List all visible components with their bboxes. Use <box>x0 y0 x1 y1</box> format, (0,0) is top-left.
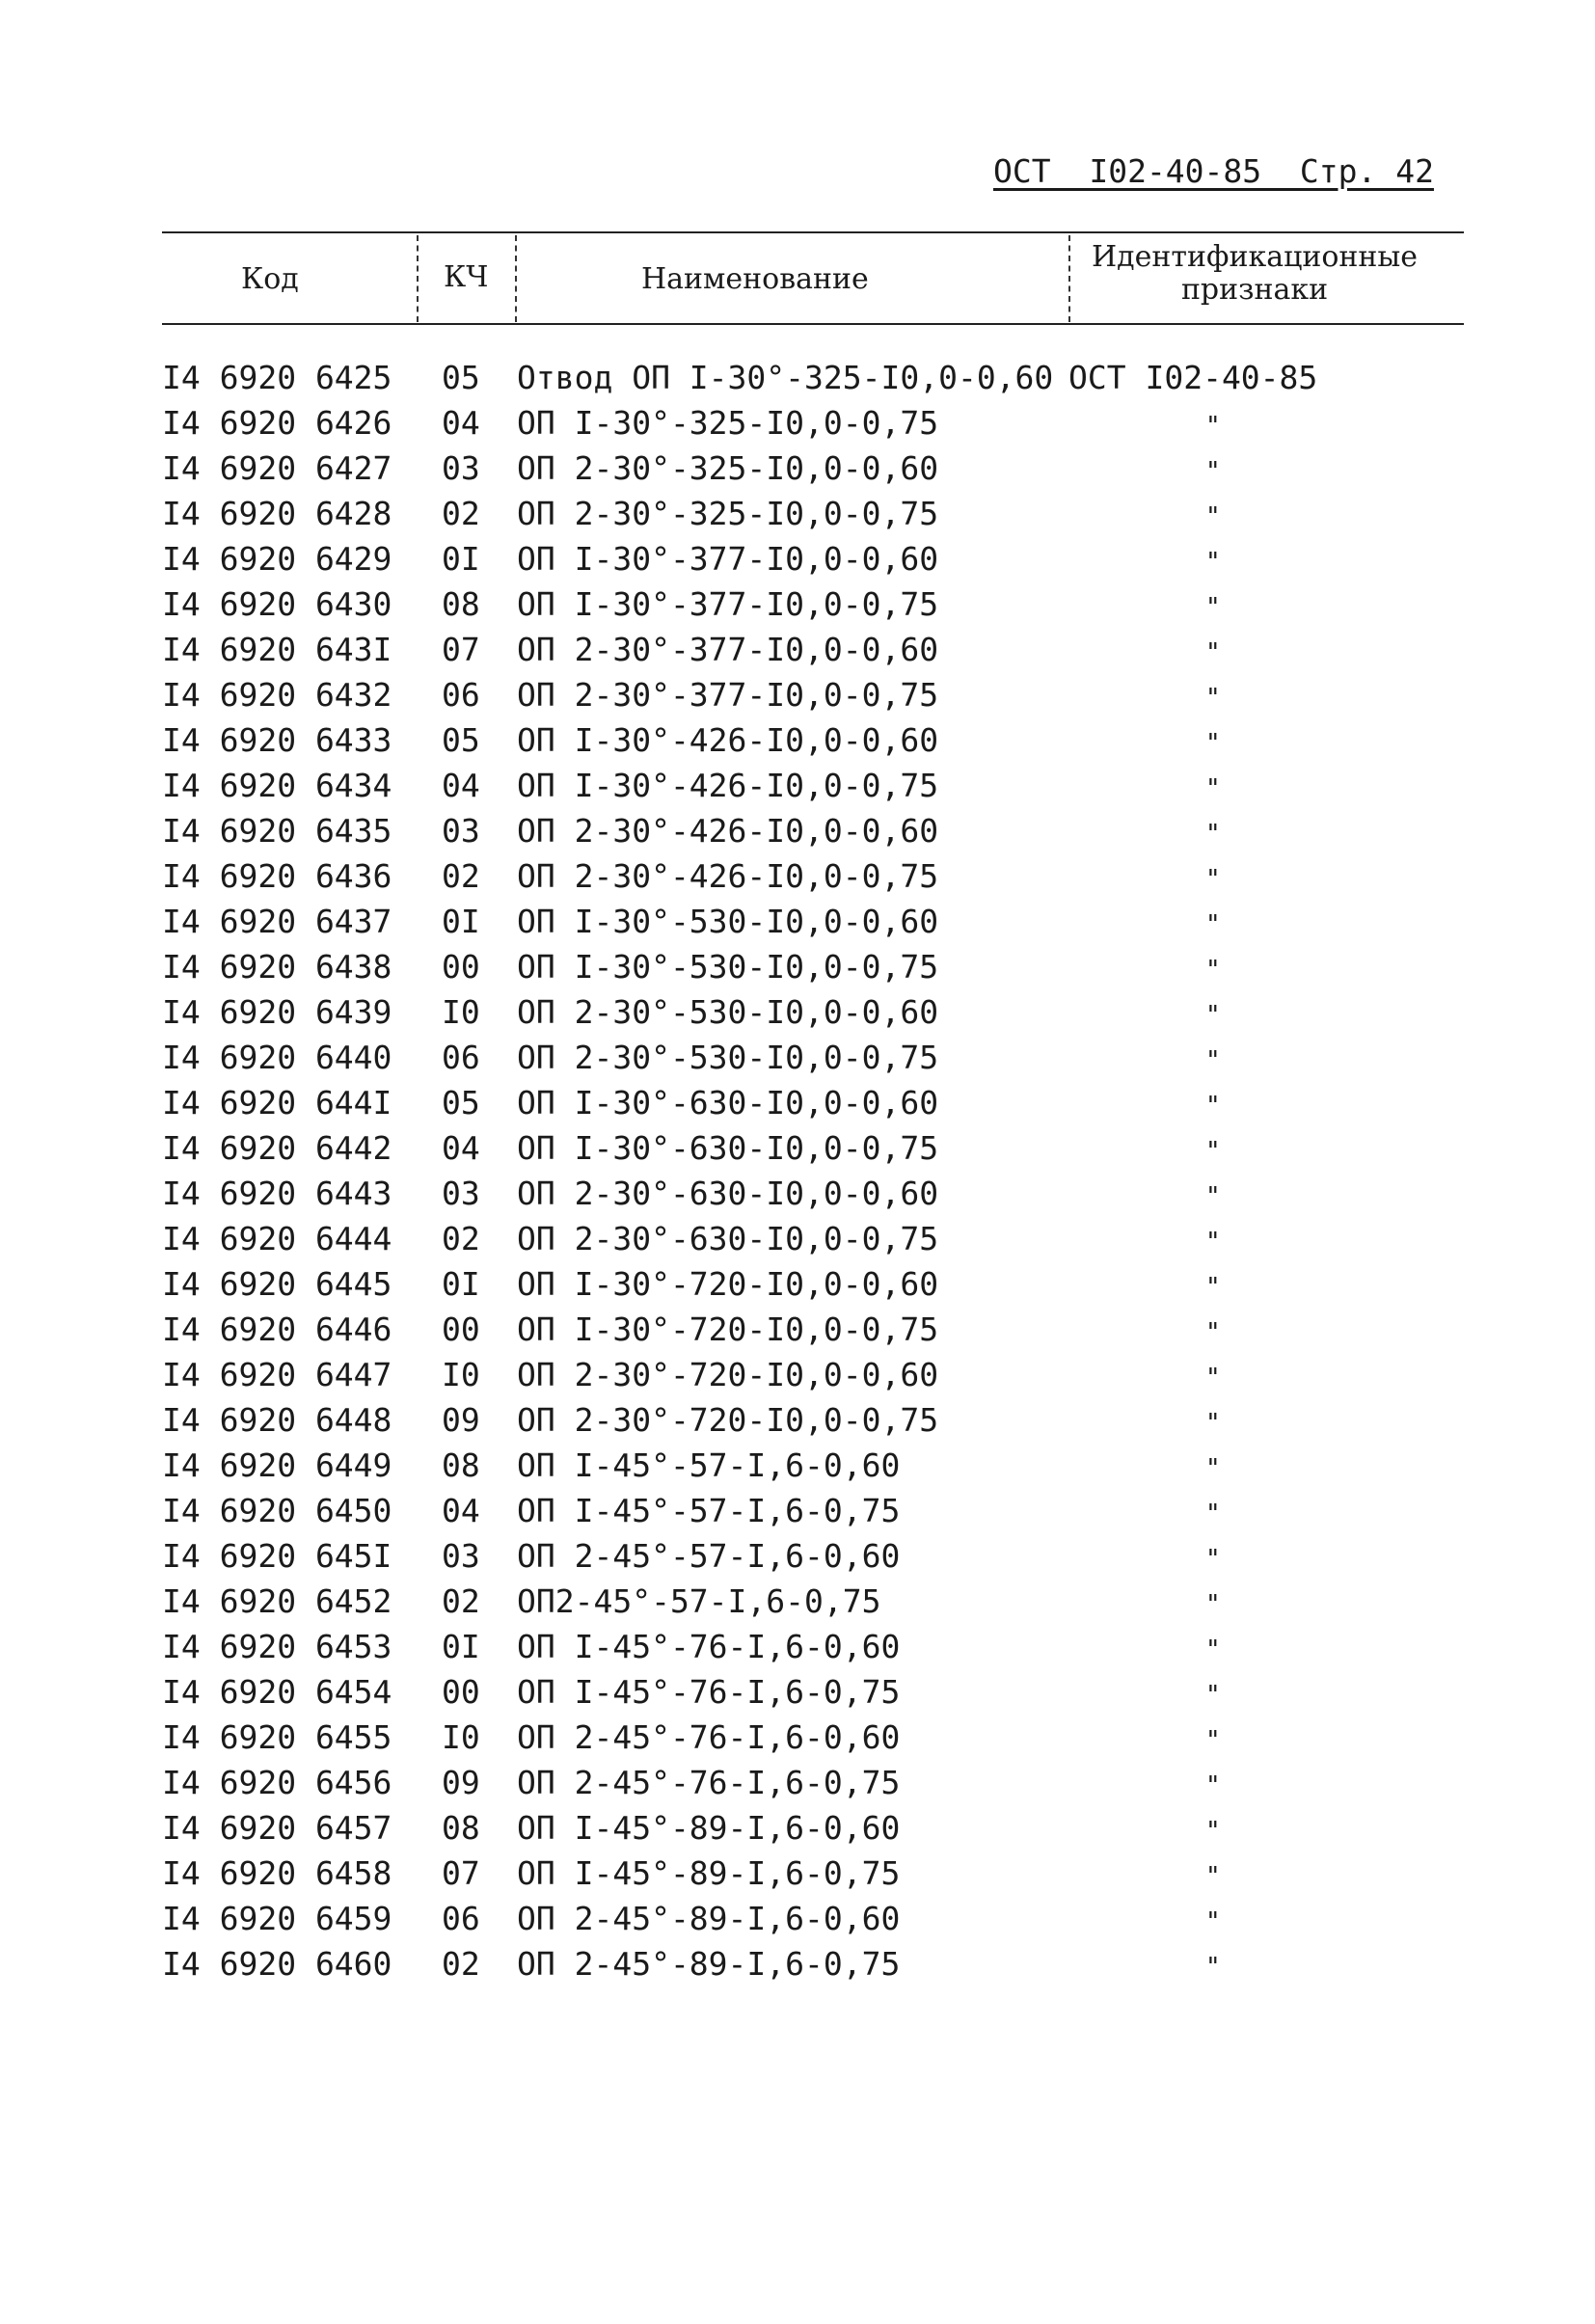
table-header-rule <box>162 323 1464 325</box>
row-name: ОП 2-30°-630-I0,0-0,60 <box>517 1175 939 1212</box>
row-code: I4 6920 6457 <box>162 1809 392 1847</box>
row-name: ОП I-30°-530-I0,0-0,75 <box>517 948 939 986</box>
row-code: I4 6920 6435 <box>162 812 392 850</box>
row-kch: 05 <box>442 1084 480 1121</box>
row-name: ОП 2-30°-325-I0,0-0,75 <box>517 495 939 532</box>
row-kch: 08 <box>442 1809 480 1847</box>
row-ident: " <box>1205 1817 1221 1846</box>
row-code: I4 6920 6436 <box>162 857 392 895</box>
row-name: ОП 2-30°-325-I0,0-0,60 <box>517 449 939 487</box>
row-kch: 07 <box>442 1854 480 1892</box>
row-kch: 07 <box>442 631 480 668</box>
row-kch: 08 <box>442 1446 480 1484</box>
row-name: ОП 2-30°-720-I0,0-0,75 <box>517 1401 939 1439</box>
row-kch: 09 <box>442 1401 480 1439</box>
row-name: ОП I-45°-57-I,6-0,60 <box>517 1446 901 1484</box>
column-header-ident-line1: Идентификационные <box>1092 240 1419 274</box>
row-kch: 0I <box>442 1628 480 1665</box>
row-name: ОП I-30°-720-I0,0-0,60 <box>517 1265 939 1303</box>
row-code: I4 6920 6449 <box>162 1446 392 1484</box>
row-code: I4 6920 6459 <box>162 1900 392 1937</box>
row-ident: " <box>1205 1454 1221 1483</box>
row-code: I4 6920 6439 <box>162 993 392 1031</box>
row-ident: " <box>1205 457 1221 486</box>
row-name: ОП I-45°-76-I,6-0,60 <box>517 1628 901 1665</box>
row-ident: " <box>1205 1726 1221 1755</box>
row-name: ОП 2-30°-630-I0,0-0,75 <box>517 1220 939 1257</box>
row-name: ОП 2-30°-530-I0,0-0,60 <box>517 993 939 1031</box>
row-kch: 03 <box>442 1175 480 1212</box>
row-code: I4 6920 6433 <box>162 721 392 759</box>
row-kch: 04 <box>442 1492 480 1529</box>
row-code: I4 6920 6444 <box>162 1220 392 1257</box>
row-code: I4 6920 6447 <box>162 1356 392 1393</box>
row-code: I4 6920 6440 <box>162 1039 392 1076</box>
row-ident: " <box>1205 1907 1221 1936</box>
row-name: ОП I-45°-89-I,6-0,60 <box>517 1809 901 1847</box>
row-kch: 08 <box>442 585 480 623</box>
row-name: ОП 2-30°-720-I0,0-0,60 <box>517 1356 939 1393</box>
row-name: ОП I-30°-720-I0,0-0,75 <box>517 1311 939 1348</box>
row-kch: 02 <box>442 495 480 532</box>
row-ident: " <box>1205 1092 1221 1121</box>
row-ident: ОСТ I02-40-85 <box>1068 359 1318 396</box>
row-code: I4 6920 6458 <box>162 1854 392 1892</box>
row-kch: 03 <box>442 1537 480 1575</box>
row-ident: " <box>1205 593 1221 622</box>
row-kch: 00 <box>442 1673 480 1711</box>
column-divider <box>515 235 517 322</box>
row-name: Отвод ОП I-30°-325-I0,0-0,60 <box>517 359 1054 396</box>
row-ident: " <box>1205 1953 1221 1982</box>
row-kch: 0I <box>442 903 480 940</box>
row-code: I4 6920 6456 <box>162 1764 392 1801</box>
row-ident: " <box>1205 1409 1221 1438</box>
row-kch: 0I <box>442 1265 480 1303</box>
row-code: I4 6920 6434 <box>162 767 392 804</box>
row-kch: 02 <box>442 1945 480 1983</box>
row-code: I4 6920 6442 <box>162 1129 392 1167</box>
row-name: ОП I-45°-57-I,6-0,75 <box>517 1492 901 1529</box>
row-kch: 02 <box>442 1582 480 1620</box>
row-name: ОП2-45°-57-I,6-0,75 <box>517 1582 881 1620</box>
row-ident: " <box>1205 865 1221 894</box>
row-name: ОП 2-30°-426-I0,0-0,60 <box>517 812 939 850</box>
row-name: ОП 2-45°-76-I,6-0,60 <box>517 1718 901 1756</box>
row-kch: 04 <box>442 404 480 442</box>
row-code: I4 6920 645I <box>162 1537 392 1575</box>
row-kch: 00 <box>442 948 480 986</box>
row-code: I4 6920 6453 <box>162 1628 392 1665</box>
row-name: ОП I-30°-530-I0,0-0,60 <box>517 903 939 940</box>
row-code: I4 6920 6425 <box>162 359 392 396</box>
row-code: I4 6920 6452 <box>162 1582 392 1620</box>
row-ident: " <box>1205 1590 1221 1619</box>
row-ident: " <box>1205 1545 1221 1574</box>
column-divider <box>417 235 419 322</box>
row-name: ОП I-45°-76-I,6-0,75 <box>517 1673 901 1711</box>
row-code: I4 6920 6430 <box>162 585 392 623</box>
row-kch: 03 <box>442 812 480 850</box>
row-kch: 00 <box>442 1311 480 1348</box>
row-code: I4 6920 6454 <box>162 1673 392 1711</box>
row-code: I4 6920 6426 <box>162 404 392 442</box>
row-kch: 06 <box>442 1900 480 1937</box>
row-name: ОП 2-30°-426-I0,0-0,75 <box>517 857 939 895</box>
row-kch: 06 <box>442 1039 480 1076</box>
row-ident: " <box>1205 1273 1221 1302</box>
row-kch: I0 <box>442 1356 480 1393</box>
row-code: I4 6920 6429 <box>162 540 392 578</box>
row-name: ОП 2-30°-530-I0,0-0,75 <box>517 1039 939 1076</box>
row-name: ОП 2-45°-76-I,6-0,75 <box>517 1764 901 1801</box>
row-ident: " <box>1205 1771 1221 1800</box>
row-kch: 06 <box>442 676 480 714</box>
row-code: I4 6920 644I <box>162 1084 392 1121</box>
column-header-ident-line2: признаки <box>1180 273 1329 307</box>
row-ident: " <box>1205 956 1221 985</box>
row-code: I4 6920 6438 <box>162 948 392 986</box>
column-header-code: Код <box>241 262 299 296</box>
row-code: I4 6920 6428 <box>162 495 392 532</box>
table-top-rule <box>162 231 1464 233</box>
row-code: I4 6920 643I <box>162 631 392 668</box>
row-ident: " <box>1205 1318 1221 1347</box>
row-name: ОП I-30°-377-I0,0-0,60 <box>517 540 939 578</box>
row-kch: 0I <box>442 540 480 578</box>
row-name: ОП I-45°-89-I,6-0,75 <box>517 1854 901 1892</box>
row-ident: " <box>1205 502 1221 531</box>
row-ident: " <box>1205 1001 1221 1030</box>
row-ident: " <box>1205 1862 1221 1891</box>
row-ident: " <box>1205 1046 1221 1075</box>
row-code: I4 6920 6450 <box>162 1492 392 1529</box>
row-name: ОП 2-45°-57-I,6-0,60 <box>517 1537 901 1575</box>
row-kch: 03 <box>442 449 480 487</box>
row-kch: 09 <box>442 1764 480 1801</box>
row-ident: " <box>1205 729 1221 758</box>
row-code: I4 6920 6448 <box>162 1401 392 1439</box>
row-ident: " <box>1205 910 1221 939</box>
row-code: I4 6920 6437 <box>162 903 392 940</box>
row-code: I4 6920 6432 <box>162 676 392 714</box>
row-name: ОП I-30°-630-I0,0-0,75 <box>517 1129 939 1167</box>
row-kch: 02 <box>442 1220 480 1257</box>
row-kch: 05 <box>442 721 480 759</box>
row-name: ОП 2-30°-377-I0,0-0,60 <box>517 631 939 668</box>
column-header-name: Наименование <box>641 262 869 296</box>
row-kch: 04 <box>442 767 480 804</box>
row-name: ОП I-30°-377-I0,0-0,75 <box>517 585 939 623</box>
row-code: I4 6920 6443 <box>162 1175 392 1212</box>
row-ident: " <box>1205 1500 1221 1528</box>
row-ident: " <box>1205 1137 1221 1166</box>
row-kch: 05 <box>442 359 480 396</box>
row-name: ОП I-30°-630-I0,0-0,60 <box>517 1084 939 1121</box>
row-name: ОП I-30°-325-I0,0-0,75 <box>517 404 939 442</box>
row-code: I4 6920 6445 <box>162 1265 392 1303</box>
row-code: I4 6920 6446 <box>162 1311 392 1348</box>
row-kch: I0 <box>442 993 480 1031</box>
row-name: ОП 2-45°-89-I,6-0,60 <box>517 1900 901 1937</box>
row-kch: 04 <box>442 1129 480 1167</box>
column-header-ident <box>1092 241 1418 307</box>
row-name: ОП I-30°-426-I0,0-0,75 <box>517 767 939 804</box>
row-name: ОП I-30°-426-I0,0-0,60 <box>517 721 939 759</box>
row-ident: " <box>1205 820 1221 849</box>
column-header-kch: КЧ <box>444 260 489 294</box>
row-ident: " <box>1205 1635 1221 1664</box>
row-ident: " <box>1205 684 1221 713</box>
row-ident: " <box>1205 548 1221 577</box>
row-name: ОП 2-30°-377-I0,0-0,75 <box>517 676 939 714</box>
row-name: ОП 2-45°-89-I,6-0,75 <box>517 1945 901 1983</box>
row-code: I4 6920 6460 <box>162 1945 392 1983</box>
row-ident: " <box>1205 1364 1221 1392</box>
row-ident: " <box>1205 638 1221 667</box>
row-ident: " <box>1205 1681 1221 1710</box>
row-code: I4 6920 6427 <box>162 449 392 487</box>
row-ident: " <box>1205 412 1221 441</box>
row-ident: " <box>1205 1228 1221 1257</box>
row-kch: I0 <box>442 1718 480 1756</box>
row-ident: " <box>1205 1182 1221 1211</box>
row-ident: " <box>1205 774 1221 803</box>
row-code: I4 6920 6455 <box>162 1718 392 1756</box>
column-divider <box>1068 235 1070 322</box>
page-header: ОСТ I02-40-85 Стр. 42 <box>993 152 1434 190</box>
row-kch: 02 <box>442 857 480 895</box>
